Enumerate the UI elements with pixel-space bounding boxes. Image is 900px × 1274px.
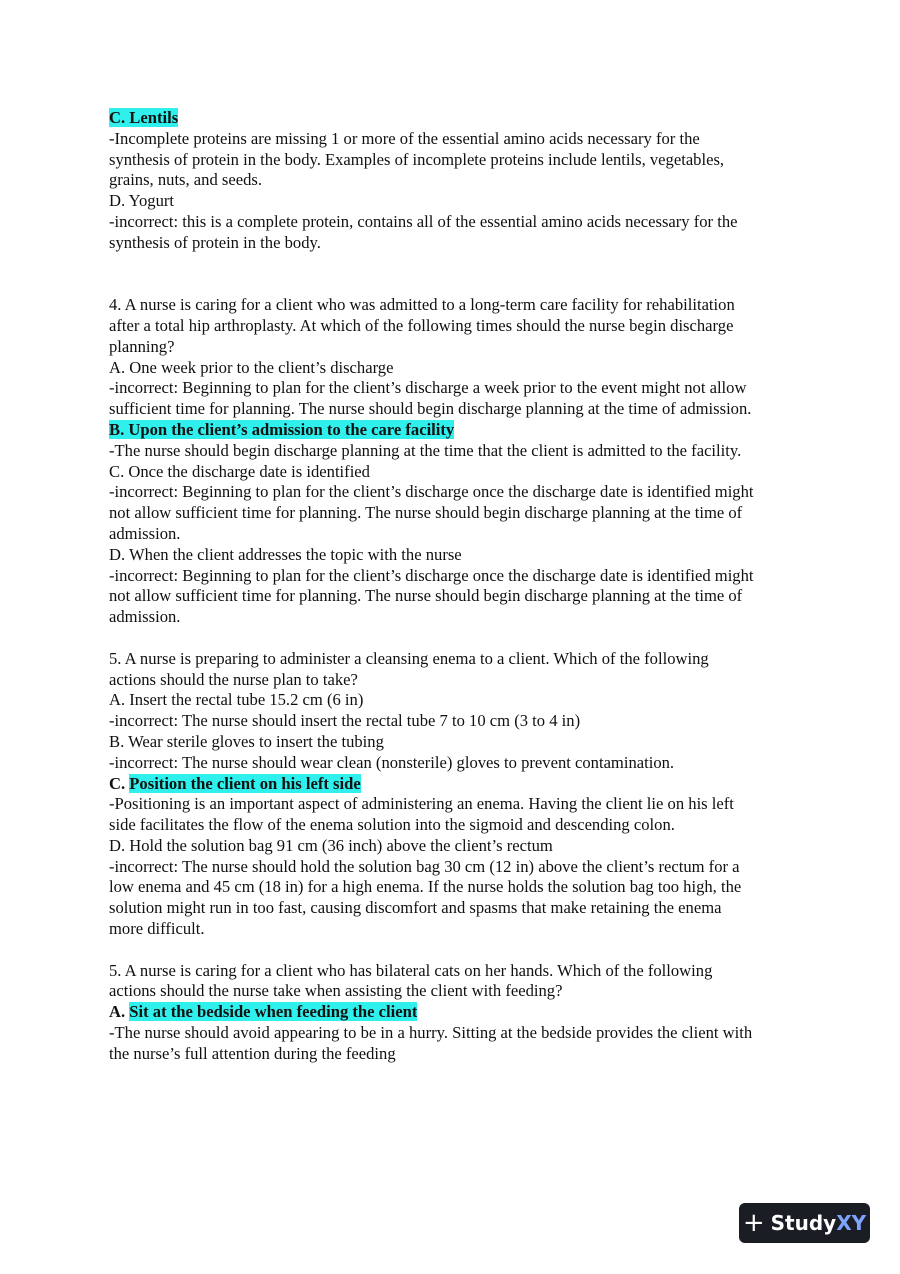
rationale-line: sufficient time for planning. The nurse should begin discharge planning at the time of admission.	[109, 399, 752, 419]
rationale-line: low enema and 45 cm (18 in) for a high enema. If the nurse holds the solution bag too high, the	[109, 877, 742, 897]
correct-answer-highlight: Position the client on his left side	[129, 773, 361, 793]
rationale-line: not allow sufficient time for planning. The nurse should begin discharge planning at the time of	[109, 586, 743, 606]
logo-name: Study	[770, 1211, 837, 1235]
answer-line	[109, 1002, 829, 1023]
question-line: 5. A nurse is preparing to administer a cleansing enema to a client. Which of the following	[109, 648, 709, 668]
rationale-line: -The nurse should begin discharge planning at the time that the client is admitted to the facility.	[109, 440, 742, 460]
option-line: D. Yogurt	[109, 191, 175, 211]
rationale-line: -incorrect: this is a complete protein, contains all of the essential amino acids necessary for the	[109, 211, 738, 231]
answer-letter: C.	[109, 773, 126, 793]
question-line: after a total hip arthroplasty. At which of the following times should the nurse begin discharge	[109, 315, 734, 335]
rationale-line: not allow sufficient time for planning. The nurse should begin discharge planning at the time of	[109, 503, 743, 523]
rationale-line: -incorrect: Beginning to plan for the client’s discharge once the discharge date is identified might	[109, 482, 754, 502]
logo-suffix: XY	[836, 1211, 867, 1235]
correct-answer-highlight: C. Lentils	[109, 108, 179, 127]
document-page	[109, 108, 829, 1065]
spacer	[109, 940, 829, 961]
answer-line	[109, 420, 829, 441]
rationale-line: -incorrect: The nurse should wear clean (nonsterile) gloves to prevent contamination.	[109, 752, 675, 772]
option-line: A. Insert the rectal tube 15.2 cm (6 in)	[109, 690, 364, 710]
question-line: 4. A nurse is caring for a client who was admitted to a long-term care facility for rehabilitation	[109, 295, 735, 315]
rationale-line: synthesis of protein in the body. Examples of incomplete proteins include lentils, vegetables,	[109, 149, 725, 169]
correct-answer-highlight: B. Upon the client’s admission to the care facility	[109, 419, 455, 439]
rationale-line: grains, nuts, and seeds.	[109, 170, 263, 190]
option-line: D. When the client addresses the topic with the nurse	[109, 544, 462, 564]
option-line: D. Hold the solution bag 91 cm (36 inch) above the client’s rectum	[109, 835, 553, 855]
spacer	[109, 628, 829, 649]
spacer	[109, 254, 829, 296]
plus-icon: +	[742, 1208, 765, 1238]
rationale-line: the nurse’s full attention during the feeding	[109, 1043, 396, 1063]
rationale-line: -incorrect: Beginning to plan for the client’s discharge a week prior to the event might not allow	[109, 378, 747, 398]
question-line: actions should the nurse take when assisting the client with feeding?	[109, 981, 563, 1001]
rationale-line: -Positioning is an important aspect of administering an enema. Having the client lie on his left	[109, 794, 734, 814]
rationale-line: -incorrect: The nurse should hold the solution bag 30 cm (12 in) above the client’s rectum for a	[109, 856, 740, 876]
answer-line	[109, 774, 829, 795]
rationale-line: -incorrect: The nurse should insert the rectal tube 7 to 10 cm (3 to 4 in)	[109, 711, 581, 731]
correct-answer-highlight: Sit at the bedside when feeding the client	[129, 1002, 418, 1022]
studyxy-logo[interactable]	[739, 1203, 870, 1243]
rationale-line: more difficult.	[109, 919, 205, 939]
rationale-line: -incorrect: Beginning to plan for the client’s discharge once the discharge date is identified might	[109, 565, 754, 585]
rationale-line: admission.	[109, 523, 181, 543]
rationale-line: -The nurse should avoid appearing to be in a hurry. Sitting at the bedside provides the client with	[109, 1023, 753, 1043]
option-line: A. One week prior to the client’s discharge	[109, 357, 394, 377]
rationale-line: side facilitates the flow of the enema solution into the sigmoid and descending colon.	[109, 815, 675, 835]
answer-line	[109, 108, 829, 129]
question-line: 5. A nurse is caring for a client who has bilateral cats on her hands. Which of the following	[109, 960, 713, 980]
option-line: B. Wear sterile gloves to insert the tubing	[109, 731, 384, 751]
rationale-line: admission.	[109, 607, 181, 627]
rationale-line: solution might run in too fast, causing discomfort and spasms that make retaining the enema	[109, 898, 722, 918]
rationale-line: -Incomplete proteins are missing 1 or more of the essential amino acids necessary for the	[109, 128, 700, 148]
question-line: planning?	[109, 336, 175, 356]
answer-letter: A.	[109, 1002, 126, 1022]
rationale-line: synthesis of protein in the body.	[109, 232, 321, 252]
option-line: C. Once the discharge date is identified	[109, 461, 370, 481]
question-line: actions should the nurse plan to take?	[109, 669, 358, 689]
